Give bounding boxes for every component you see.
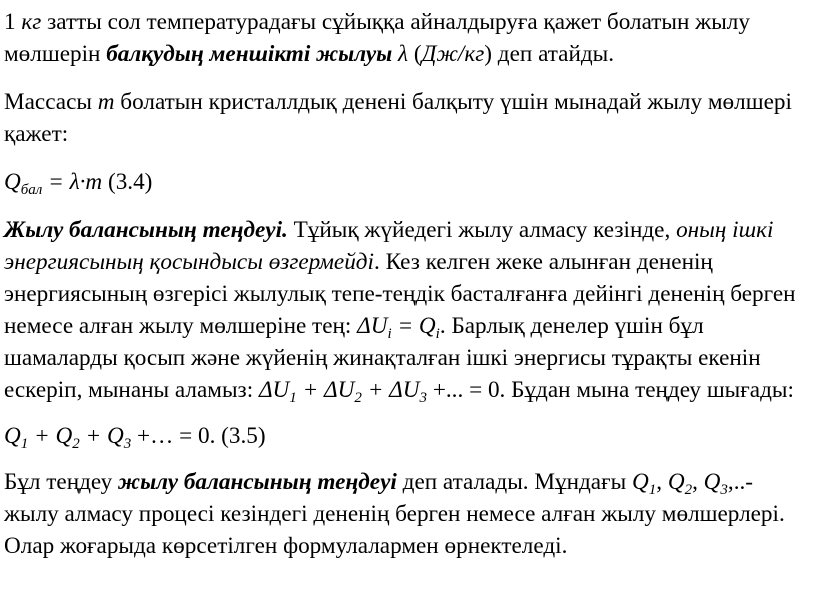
symbol-q: Q	[4, 423, 21, 449]
paragraph-melting-heat-definition	[4, 6, 812, 70]
equation-rest: +… = 0. (3.5)	[131, 423, 266, 449]
text: Бұл теңдеу	[4, 469, 119, 495]
subscript: 1	[289, 390, 297, 406]
symbol-mass: m	[97, 89, 115, 115]
symbol-delta-u: ΔU	[258, 377, 290, 403]
text: . Кез келген жеке алынған дененің энергиясының өзгерісі жылулық тепе-теңдік басталғанға дейінгі дененің берген немесе алған жылу мөлшеріне тең:	[4, 249, 796, 339]
subscript: 1	[20, 436, 29, 452]
subscript: 3	[123, 436, 132, 452]
text: болатын кристаллдық денені балқыту үшін мынадай жылу мөлшері қажет:	[4, 89, 792, 147]
text: затты сол температурадағы сұйыққа айналдыруға қажет болатын жылу мөлшерін	[4, 9, 750, 67]
symbol-q: Q	[703, 469, 721, 495]
subscript: 2	[354, 390, 362, 406]
symbol-delta-u: ΔU	[357, 313, 388, 339]
symbol-lambda: λ	[398, 41, 409, 67]
subscript: 2	[72, 436, 80, 452]
subscript: 2	[684, 482, 693, 498]
unit-j-per-kg: Дж/кг	[421, 41, 485, 67]
paragraph-equation-explanation	[4, 466, 812, 562]
text: ,	[692, 469, 704, 495]
text: +... = 0. Бұдан мына теңдеу шығады:	[427, 377, 794, 403]
symbol-q: + Q	[28, 423, 73, 449]
term-specific-heat-of-fusion: балқудың меншікті жылуы	[106, 41, 393, 67]
equation-3-4	[4, 166, 812, 198]
unit-kg: кг	[21, 9, 42, 35]
term-heat-balance-equation: Жылу балансының теңдеуі.	[4, 217, 288, 243]
symbol-q: = Q	[391, 313, 436, 339]
subscript: 1	[648, 482, 657, 498]
paragraph-heat-required	[4, 86, 812, 150]
italic-phrase: оның ішкі энергиясының қосындысы өзгермейді	[4, 217, 774, 275]
text: ) деп атайды.	[484, 41, 615, 67]
paragraph-heat-balance	[4, 214, 812, 406]
subscript: 3	[419, 390, 428, 406]
symbol-delta-u: + ΔU	[361, 377, 420, 403]
subscript: i	[435, 326, 440, 342]
equation-number: (3.4)	[102, 169, 153, 195]
equation-3-5	[4, 420, 812, 452]
subscript-bal: бал	[20, 182, 43, 198]
symbol-delta-u: + ΔU	[296, 377, 355, 403]
symbol-q: + Q	[79, 423, 124, 449]
text: . Барлық денелер үшін бұл шамаларды қосып және жүйенің жинақталған ішкі энергисы тұрақты екенін ескеріп, мынаны аламыз:	[4, 313, 761, 403]
symbol-q: Q	[4, 169, 21, 195]
text: ,..- жылу алмасу процесі кезіндегі дененің берген немесе алған жылу мөлшерлері. Олар жоғарыда көрсетілген формулалармен өрнектеледі.	[4, 469, 785, 559]
text: Тұйық жүйедегі жылу алмасу кезінде,	[287, 217, 677, 243]
text: 1	[4, 9, 22, 35]
text: (	[408, 41, 422, 67]
symbol-q: Q	[631, 469, 649, 495]
symbol-q: Q	[667, 469, 685, 495]
text: деп аталады. Мұндағы	[396, 469, 632, 495]
text: Массасы	[4, 89, 98, 115]
subscript: 3	[720, 482, 728, 498]
term-heat-balance-equation: жылу балансының теңдеуі	[118, 469, 397, 495]
equation-rhs: = λ·m	[42, 169, 103, 195]
subscript: i	[387, 326, 392, 342]
text: ,	[656, 469, 668, 495]
